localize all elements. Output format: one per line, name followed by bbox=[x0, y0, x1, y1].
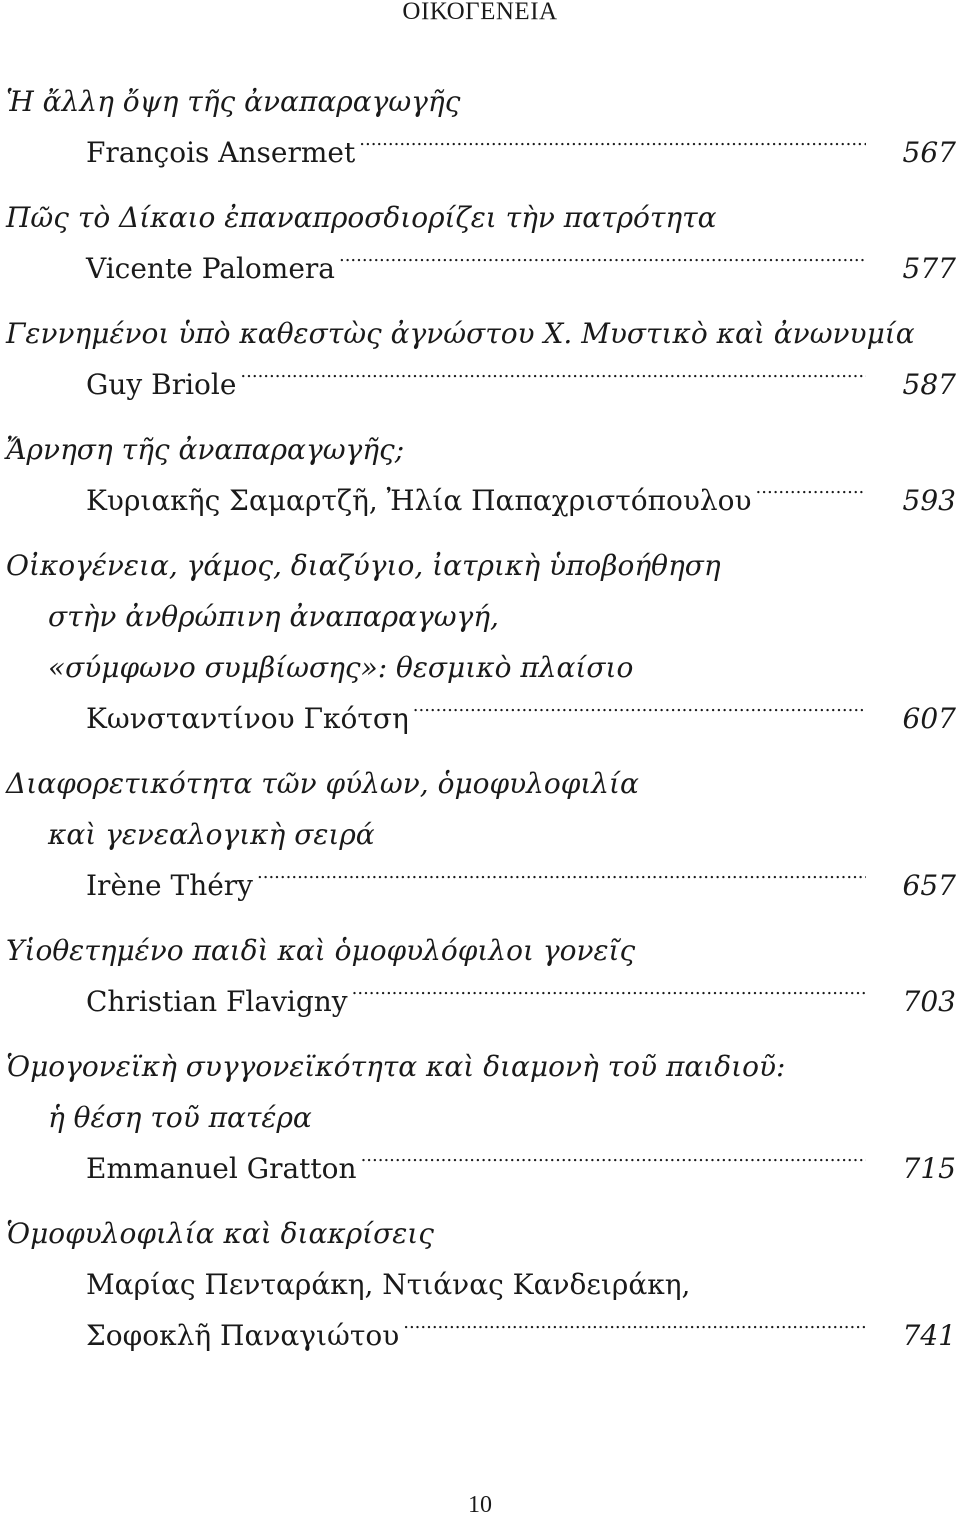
entry-author: Κωνσταντίνου Γκότση bbox=[86, 702, 409, 735]
dot-leader bbox=[240, 366, 866, 394]
entry-author: Christian Flavigny bbox=[86, 985, 348, 1018]
entry-author-line[interactable] bbox=[6, 860, 956, 911]
entry-author-line[interactable] bbox=[6, 976, 956, 1027]
dot-leader bbox=[359, 134, 866, 162]
toc-entry bbox=[6, 758, 956, 911]
entry-title: Ἄρνηση τῆς ἀναπαραγωγῆς; bbox=[6, 433, 405, 466]
entry-author-line[interactable] bbox=[6, 359, 956, 410]
entry-page-number: 715 bbox=[902, 1152, 956, 1185]
entry-author-line[interactable] bbox=[6, 693, 956, 744]
entry-author-line[interactable] bbox=[6, 475, 956, 526]
entry-title: Ὁμοφυλοφιλία καὶ διακρίσεις bbox=[6, 1217, 434, 1250]
page-number: 10 bbox=[468, 1492, 492, 1518]
entry-title: Ὁμογονεϊκὴ συγγονεϊκότητα καὶ διαμονὴ τοῦ παιδιοῦ: bbox=[6, 1050, 786, 1083]
entry-author: Irène Théry bbox=[86, 869, 254, 902]
entry-page-number: 607 bbox=[902, 702, 956, 735]
entry-title-continuation: ἡ θέση τοῦ πατέρα bbox=[48, 1101, 312, 1134]
entry-author: Vicente Palomera bbox=[86, 252, 335, 285]
entry-page-number: 587 bbox=[902, 368, 956, 401]
toc-entry bbox=[6, 76, 956, 178]
entry-title: Διαφορετικότητα τῶν φύλων, ὁμοφυλοφιλία bbox=[6, 767, 639, 800]
toc-entry bbox=[6, 308, 956, 410]
entry-author: Κυριακῆς Σαμαρτζῆ, Ἠλία Παπαχριστόπουλου bbox=[86, 484, 752, 517]
entry-page-number: 577 bbox=[902, 252, 956, 285]
section-title: ΟΙΚΟΓΕΝΕΙΑ bbox=[402, 0, 558, 25]
dot-leader bbox=[756, 482, 866, 510]
entry-page-number: 703 bbox=[902, 985, 956, 1018]
entry-author: Μαρίας Πενταράκη, Ντιάνας Κανδειράκη, bbox=[86, 1268, 691, 1301]
toc-entry bbox=[6, 540, 956, 744]
entry-author-line-first bbox=[6, 1259, 956, 1310]
entry-author-line[interactable] bbox=[6, 1143, 956, 1194]
entry-author: Emmanuel Gratton bbox=[86, 1152, 357, 1185]
entry-page-number: 657 bbox=[902, 869, 956, 902]
entry-title-continuation: καὶ γενεαλογικὴ σειρά bbox=[48, 818, 375, 851]
entry-title: Πῶς τὸ Δίκαιο ἐπαναπροσδιορίζει τὴν πατρότητα bbox=[6, 201, 717, 234]
dot-leader bbox=[257, 867, 866, 895]
toc-entry bbox=[6, 925, 956, 1027]
entry-author-line[interactable] bbox=[6, 127, 956, 178]
dot-leader bbox=[403, 1317, 866, 1345]
toc-entry bbox=[6, 424, 956, 526]
entry-title-continuation: «σύμφωνο συμβίωσης»: θεσμικὸ πλαίσιο bbox=[48, 651, 634, 684]
entry-title: Ἡ ἄλλη ὄψη τῆς ἀναπαραγωγῆς bbox=[6, 85, 461, 118]
entry-page-number: 741 bbox=[902, 1319, 956, 1352]
toc-entry bbox=[6, 1041, 956, 1194]
entry-title: Υἱοθετημένο παιδὶ καὶ ὁμοφυλόφιλοι γονεῖς bbox=[6, 934, 636, 967]
entry-author-line[interactable] bbox=[6, 1310, 956, 1361]
entry-author-line[interactable] bbox=[6, 243, 956, 294]
entry-author: François Ansermet bbox=[86, 136, 356, 169]
entry-page-number: 593 bbox=[902, 484, 956, 517]
entry-author: Σοφοκλῆ Παναγιώτου bbox=[86, 1319, 400, 1352]
toc-entry bbox=[6, 1208, 956, 1361]
entry-author: Guy Briole bbox=[86, 368, 237, 401]
entry-title: Γεννημένοι ὑπὸ καθεστὼς ἀγνώστου Χ. Μυστικὸ καὶ ἀνωνυμία bbox=[6, 317, 915, 350]
dot-leader bbox=[413, 700, 866, 728]
table-of-contents bbox=[6, 76, 956, 1375]
entry-title: Οἰκογένεια, γάμος, διαζύγιο, ἰατρικὴ ὑποβοήθηση bbox=[6, 549, 721, 582]
dot-leader bbox=[361, 1150, 866, 1178]
dot-leader bbox=[339, 250, 866, 278]
toc-entry bbox=[6, 192, 956, 294]
dot-leader bbox=[352, 983, 866, 1011]
entry-title-continuation: στὴν ἀνθρώπινη ἀναπαραγωγή, bbox=[48, 600, 499, 633]
entry-page-number: 567 bbox=[902, 136, 956, 169]
